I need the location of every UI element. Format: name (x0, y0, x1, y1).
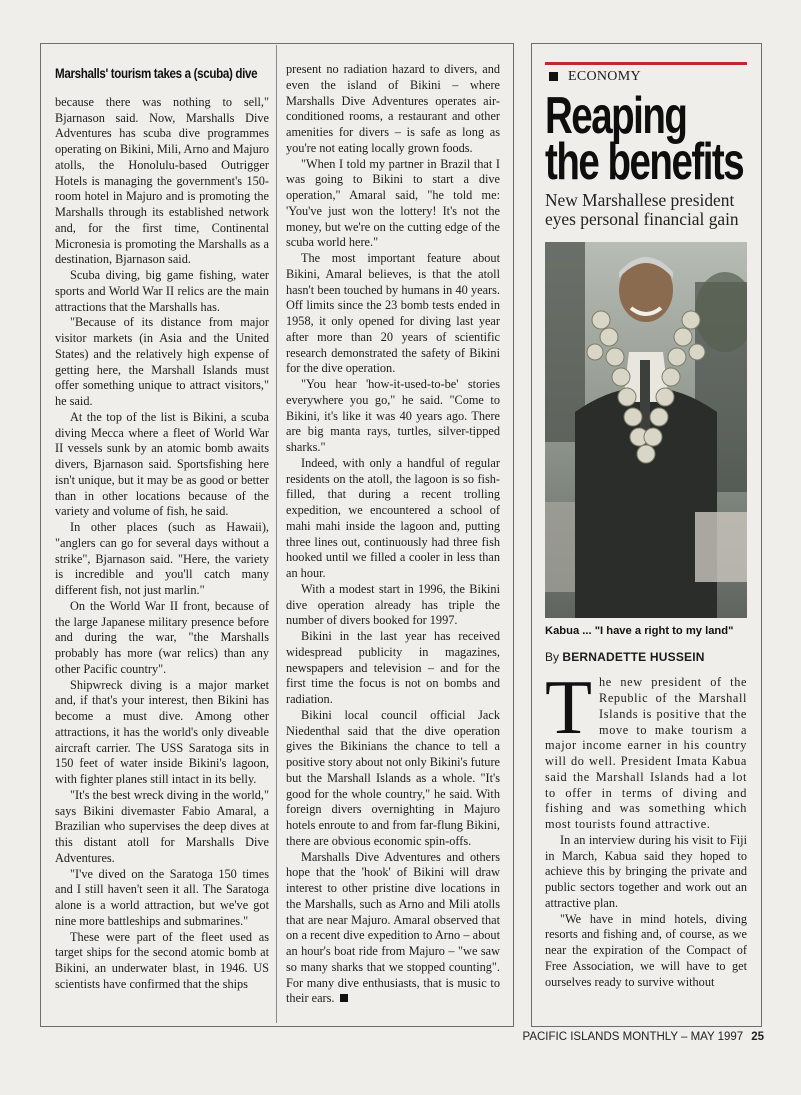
column1-paragraph: On the World War II front, because of the large Japanese military presence before and during the war, "the Marshalls probably has more (war relics) than any other Pacific country". (55, 598, 269, 676)
byline-prefix: By (545, 649, 560, 664)
headline: Reaping the benefits (545, 86, 744, 191)
page-number: 25 (751, 1031, 764, 1043)
column1-paragraph: because there was nothing to sell," Bjarnason said. Now, Marshalls Dive Adventures has scuba dive programmes operating on Bikini, Mili, Arno and Majuro atolls, the Honolulu-based Outrigger Hotels is managing the government's 150-room hotel in Majuro and is promoting the Marshalls through its established network and, for the first time, Continental Micronesia is promoting the Marshalls as a destination, Bjarnason said. (55, 94, 269, 267)
column1-paragraph: These were part of the fleet used as target ships for the second atomic bomb at Bikini, an underwater blast, in 1946. US scientists have confirmed that the ships (55, 929, 269, 991)
deck: New Marshallese president eyes personal financial gain (545, 189, 739, 230)
drop-cap: T (545, 664, 593, 751)
column2-paragraph: "When I told my partner in Brazil that I was going to Bikini to start a dive operation," Amaral said, "he told me: 'You've just won the lottery! It's not the money, but we're on the cutting edge of the scuba world here." (286, 156, 500, 250)
sidebar-paragraph: "We have in mind hotels, diving resorts and fishing and, of course, as we near the expiration of the Compact of Free Association, we will have to get ourselves ready to survive without (545, 911, 747, 989)
president-photo-illustration (545, 242, 747, 618)
article-column-1 (55, 62, 269, 1022)
publication-name: PACIFIC ISLANDS MONTHLY – MAY 1997 (522, 1031, 744, 1043)
section-rule (545, 62, 747, 65)
section-square-icon (549, 72, 558, 81)
sidebar-paragraph: In an interview during his visit to Fiji in March, Kabua said they hoped to achieve this by bringing the private and public sectors together and work out an attractive plan. (545, 832, 747, 910)
column1-paragraph: At the top of the list is Bikini, a scuba diving Mecca where a fleet of World War II vessels sunk by an atomic bomb awaits divers, Bjarnason said. Sportsfishing here isn't unique, but it may be as good or better than in other locations because of the variety and volume of fish, he said. (55, 409, 269, 519)
section-header (545, 69, 747, 85)
column2-paragraph: The most important feature about Bikini, Amaral believes, is that the atoll hasn't been touched by humans in 40 years. Off limits since the 23 bomb tests ended in 1958, it only opened for diving last year after more than 20 years of scientific research demonstrated the safety of Bikini for the dive operation. (286, 251, 500, 376)
article-column-2 (286, 62, 500, 1022)
column1-paragraph: "It's the best wreck diving in the world," says Bikini divemaster Fabio Amaral, a Brazilian who supervises the deep dives at this distant atoll for Marshalls Dive Adventures. (55, 787, 269, 865)
column2-last-paragraph-text: Marshalls Dive Adventures and others hope that the 'hook' of Bikini will draw interest to other pristine dive locations in the Marshalls, such as Arno and Mili atolls that are near Majuro. Amaral observed that on a recent dive expedition to Arno – about an hour's boat ride from Majuro – "we saw so many sharks that we stopped counting". For many dive enthusiasts, that is music to their ears. (286, 849, 500, 1006)
column2-paragraph: Bikini local council official Jack Niedenthal said that the dive operation gives the Bikinians the chance to tell a positive story about not only Bikini's future but the Marshall Islands as a whole. "It's good for the whole country," he said. With foreign divers overnighting in Majuro hotels enroute to and from far-flung Bikini, there are obvious economic spin-offs. (286, 707, 500, 848)
column1-paragraph: Shipwreck diving is a major market and, if that's your interest, then Bikini has become a must dive. Among other attractions, it has the world's only diveable aircraft carrier. The USS Saratoga sits in 150 feet of water inside Bikini's lagoon, with fighter planes still intact in its belly. (55, 677, 269, 786)
sidebar-first-paragraph (545, 664, 747, 833)
column1-paragraph: Scuba diving, big game fishing, water sports and World War II relics are the main attractions that the Marshalls has. (55, 268, 269, 314)
column2-paragraph: present no radiation hazard to divers, and even the island of Bikini – where Marshalls Dive Adventures operates air-conditioned rooms, a restaurant and other amenities for divers – is safe as long as you're not eating locally grown foods. (286, 62, 500, 155)
page-footer (523, 1031, 765, 1043)
column1-paragraph: "Because of its distance from major visitor markets (in Asia and the United States) and the relatively high expense of getting here, the Marshall Islands must offer something unique to attract visitors," he said. (55, 315, 269, 408)
column-divider (276, 45, 277, 1023)
column2-paragraph: Indeed, with only a handful of regular residents on the atoll, the lagoon is so fish-filled, that during a recent trolling expedition, we encountered a school of mahi mahi inside the lagoon and, putting three lines out, continuously had three fish hooked until we filled a cooler in less than an hour. (286, 455, 500, 580)
sidebar-article (545, 62, 747, 1022)
byline (545, 650, 747, 666)
column1-paragraph: "I've dived on the Saratoga 150 times and I still haven't seen it all. The Saratoga alone is a world attraction, but we've got nine more battleships and submarines." (55, 866, 269, 928)
end-of-article-mark (340, 994, 348, 1002)
president-photo (545, 242, 747, 618)
column2-paragraph: Bikini in the last year has received widespread publicity in magazines, newspapers and television – and for the first time the focus is not on bombs and radiation. (286, 629, 500, 706)
photo-caption: Kabua ... "I have a right to my land" (545, 624, 734, 637)
column2-paragraph: With a modest start in 1996, the Bikini dive operation already has triple the number of divers booked for 1997. (286, 581, 500, 628)
sidebar-paragraph: he new president of the Republic of the Marshall Islands is positive that the move to make tourism a major income earner in his country will do well. President Imata Kabua said the Marshall Islands had a lot to offer in terms of diving and fishing and was something which most tourists found attractive. (545, 675, 747, 831)
running-head: Marshalls' tourism takes a (scuba) dive (55, 66, 258, 81)
byline-author: BERNADETTE HUSSEIN (562, 649, 705, 664)
column2-paragraph: "You hear 'how-it-used-to-be' stories everywhere you go," he said. "Come to Bikini, it's like it was 40 years ago. There are big manta rays, turtles, silver-tipped sharks." (286, 377, 500, 454)
column2-paragraph (286, 850, 500, 1008)
column1-paragraph: In other places (such as Hawaii), "anglers can go for several days without a strike", Bjarnason said. "Here, the variety is incredible and you'll catch many different fish, not just marlin." (55, 520, 269, 597)
section-label: ECONOMY (568, 69, 641, 84)
